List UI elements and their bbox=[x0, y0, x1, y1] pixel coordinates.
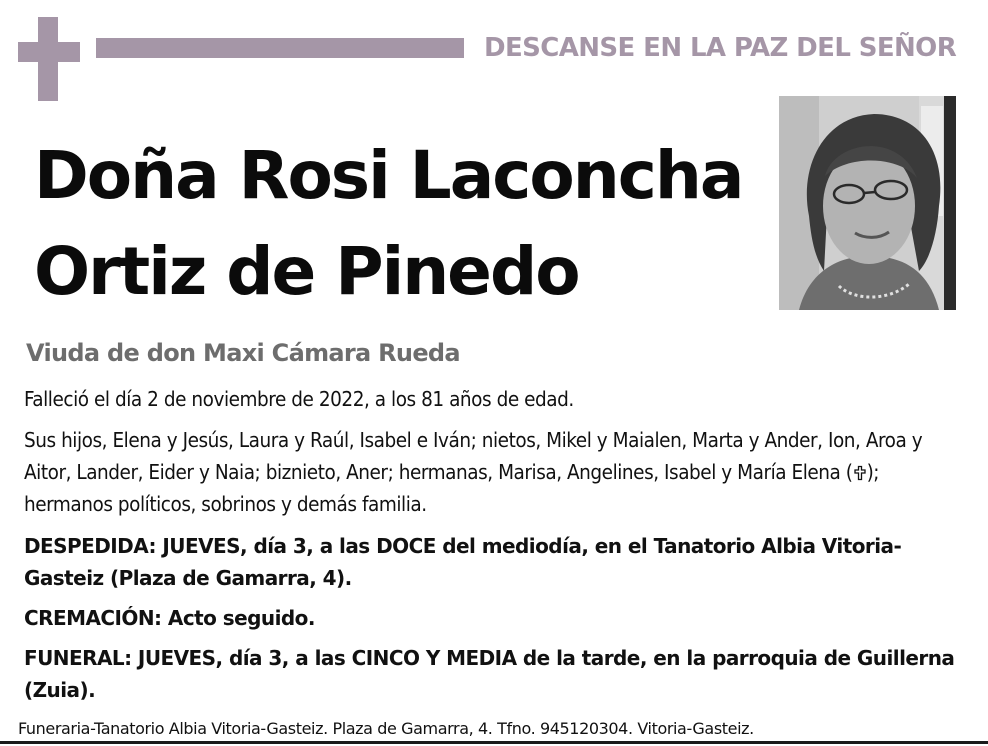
family-text-start: Sus hijos, Elena y Jesús, Laura y Raúl, Isabel e Iván; nietos, Mikel y Maialen, Marta y Ander, Ion, Aroa y Aitor, Lander, Eider y Naia; biznieto, Aner; hermanas, Marisa, Angelines, Isabel y María Elena ( bbox=[24, 428, 923, 484]
death-notice: Falleció el día 2 de noviembre de 2022, a los 81 años de edad. bbox=[24, 387, 574, 411]
header-bar bbox=[96, 38, 464, 58]
farewell-info: DESPEDIDA: JUEVES, día 3, a las DOCE del mediodía, en el Tanatorio Albia Vitoria-Gasteiz (Plaza de Gamarra, 4). bbox=[24, 534, 902, 590]
cross-icon bbox=[18, 17, 80, 101]
family-text-end: ); hermanos políticos, sobrinos y demás familia. bbox=[24, 460, 880, 516]
cremation-info: CREMACIÓN: Acto seguido. bbox=[24, 606, 315, 630]
name-line-2: Ortiz de Pinedo bbox=[34, 233, 579, 310]
widow-of: Viuda de don Maxi Cámara Rueda bbox=[26, 339, 460, 367]
footer-rule bbox=[0, 741, 988, 744]
funeral-info: FUNERAL: JUEVES, día 3, a las CINCO Y MEDIA de la tarde, en la parroquia de Guillerna (Zuia). bbox=[24, 646, 955, 702]
deceased-name bbox=[34, 128, 764, 320]
portrait-photo bbox=[779, 96, 956, 310]
name-line-1: Doña Rosi Laconcha bbox=[34, 137, 743, 214]
family-list bbox=[24, 424, 964, 520]
funeral-home-footer: Funeraria-Tanatorio Albia Vitoria-Gasteiz. Plaza de Gamarra, 4. Tfno. 945120304. Vitoria-Gasteiz. bbox=[18, 719, 754, 738]
tagline: DESCANSE EN LA PAZ DEL SEÑOR bbox=[484, 33, 957, 63]
deceased-cross-icon bbox=[853, 465, 867, 481]
